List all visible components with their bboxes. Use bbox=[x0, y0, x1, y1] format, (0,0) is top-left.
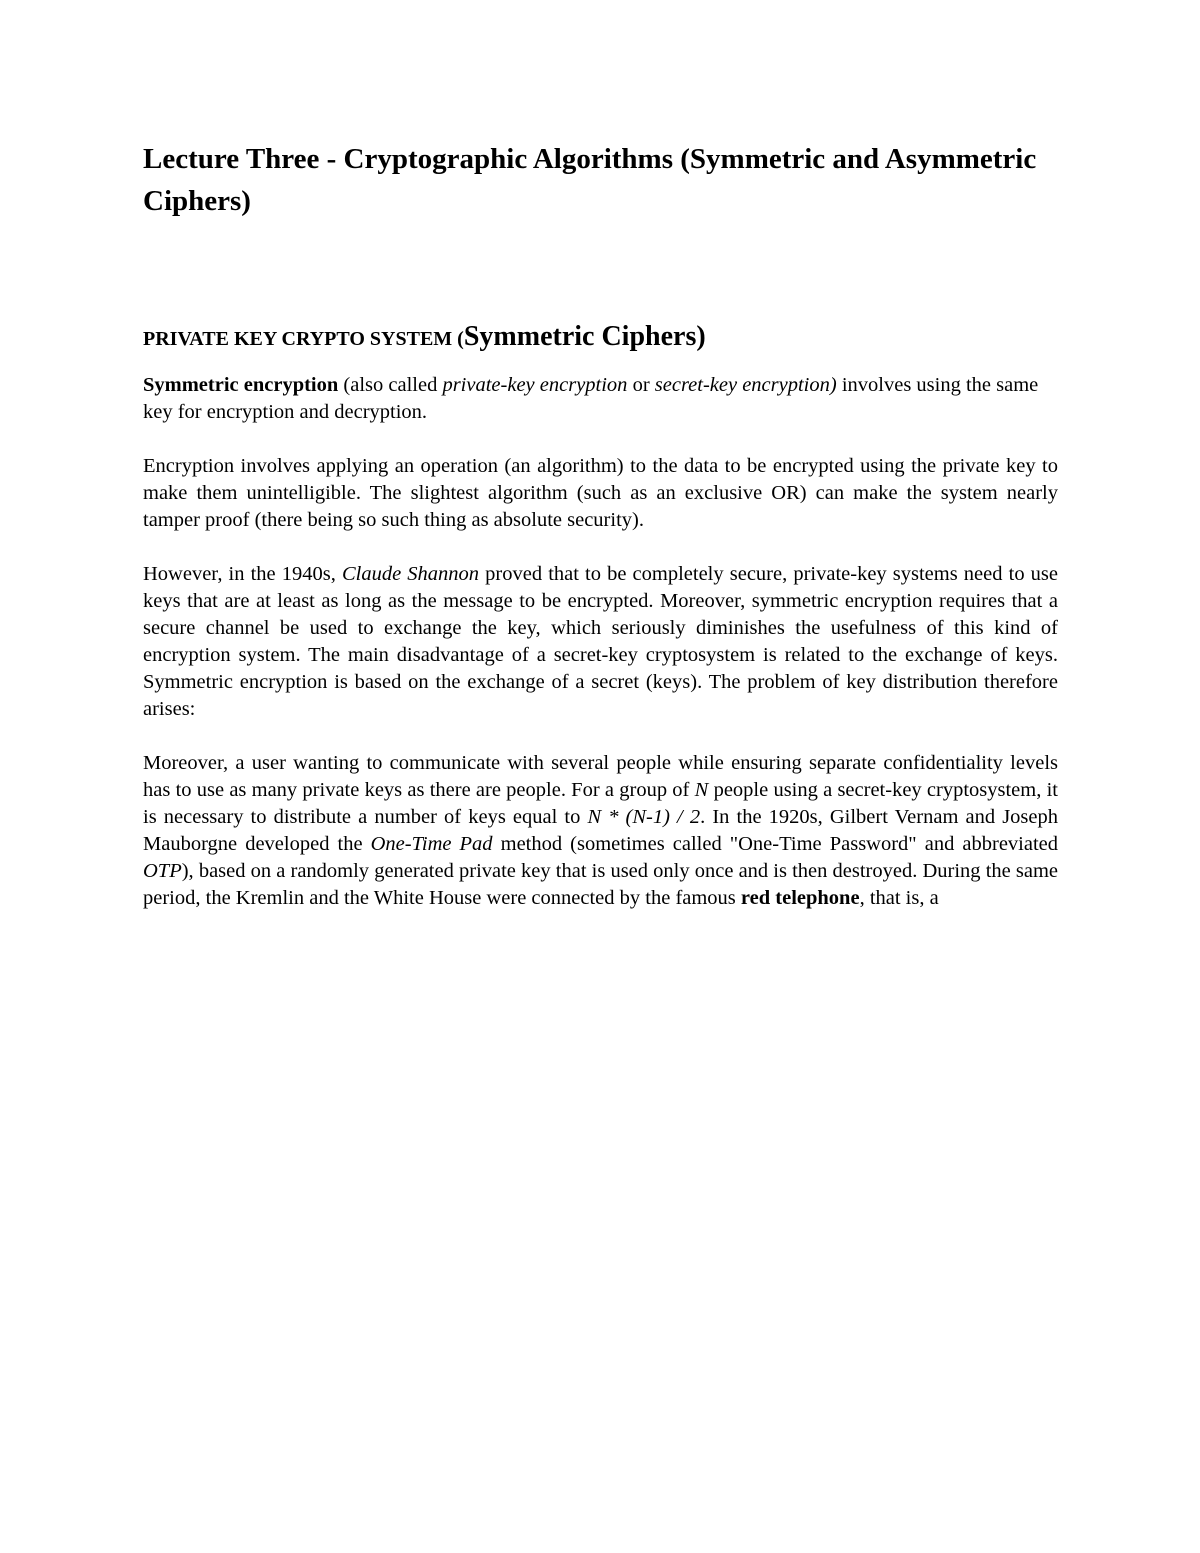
text-fragment: (also called bbox=[338, 374, 443, 396]
text-fragment: However, in the 1940s, bbox=[143, 563, 342, 585]
text-fragment: proved that to be completely secure, private-key systems need to use keys that are at least as long as the message to be encrypted. Moreover, symmetric encryption requires that a secure channel be used to exchange the key, which seriously diminishes the usefulness of this kind of encryption system. The main disadvantage of a secret-key cryptosystem is related to the exchange of keys. Symmetric encryption is based on the exchange of a secret (keys). The problem of key distribution therefore arises: bbox=[143, 563, 1058, 720]
section-heading bbox=[143, 320, 1058, 358]
paragraph-encryption-operation: Encryption involves applying an operation (an algorithm) to the data to be encrypted using the private key to make them unintelligible. The slightest algorithm (such as an exclusive OR) can make the system nearly tamper proof (there being so such thing as absolute security). bbox=[143, 455, 1058, 531]
text-fragment: people using a secret-key cryptosystem, it is necessary to distribute a number of keys equal to bbox=[143, 779, 1058, 828]
section-heading-caps: PRIVATE KEY CRYPTO SYSTEM ( bbox=[143, 328, 464, 350]
name-claude-shannon: Claude Shannon bbox=[341, 563, 480, 585]
document-content bbox=[143, 138, 1058, 912]
paragraph-symmetric-encryption bbox=[143, 372, 1058, 426]
text-fragment: ), based on a randomly generated private key that is used only once and is then destroyed. During the same period, the Kremlin and the White House were connected by the famous bbox=[143, 860, 1058, 909]
text-fragment: or bbox=[627, 374, 655, 396]
term-secret-key-encryption: secret-key encryption) bbox=[654, 374, 837, 396]
term-one-time-pad: One-Time Pad bbox=[370, 833, 493, 855]
text-fragment: , that is, a bbox=[859, 887, 939, 909]
formula-key-count: N * (N-1) / 2 bbox=[587, 806, 701, 828]
lecture-title: Lecture Three - Cryptographic Algorithms (Symmetric and Asymmetric Ciphers) bbox=[143, 143, 1037, 217]
text-fragment: method (sometimes called "One-Time Password" and abbreviated bbox=[492, 833, 1059, 855]
text-fragment: Moreover, a user wanting to communicate with several people while ensuring separate confidentiality levels has to use as many private keys as there are people. For a group of bbox=[143, 752, 1058, 801]
term-symmetric-encryption: Symmetric encryption bbox=[143, 374, 339, 396]
text-fragment: involves using the same key for encryption and decryption. bbox=[143, 374, 1039, 423]
section-heading-large: Symmetric Ciphers) bbox=[463, 321, 706, 352]
variable-n: N bbox=[694, 779, 709, 801]
term-otp: OTP bbox=[143, 860, 182, 882]
paragraph-claude-shannon bbox=[143, 561, 1058, 723]
text-fragment: . In the 1920s, Gilbert Vernam and Joseph Mauborgne developed the bbox=[143, 806, 1058, 855]
paragraph-key-distribution bbox=[143, 750, 1058, 912]
term-red-telephone: red telephone bbox=[740, 887, 860, 909]
term-private-key-encryption: private-key encryption bbox=[442, 374, 628, 396]
